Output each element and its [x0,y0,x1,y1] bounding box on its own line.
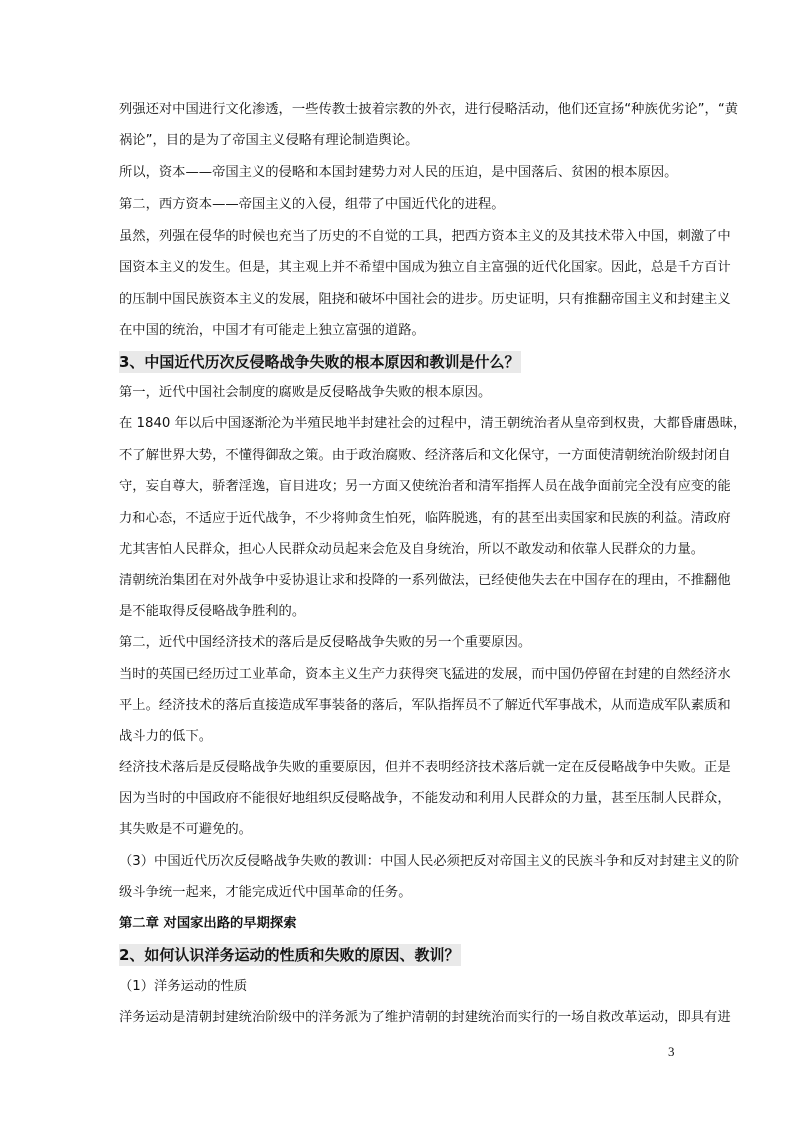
paragraph-line: 祸论”，目的是为了帝国主义侵略有理论制造舆论。 [119,133,419,148]
section-heading: 3、中国近代历次反侵略战争失败的根本原因和教训是什么？ [119,353,520,371]
paragraph-line: 力和心态，不适应于近代战争，不少将帅贪生怕死，临阵脱逃，有的甚至出卖国家和民族的利益。清政府 [119,511,731,526]
paragraph-line: 第一，近代中国社会制度的腐败是反侵略战争失败的根本原因。 [119,385,492,400]
paragraph-line: 因为当时的中国政府不能很好地组织反侵略战争，不能发动和利用人民群众的力量，甚至压制人民群众， [119,791,731,806]
paragraph-line: 守，妄自尊大，骄奢淫逸，盲目进攻；另一方面又使统治者和清军指挥人员在战争面前完全没有应变的能 [119,479,731,494]
paragraph-line: 第二，西方资本——帝国主义的入侵，组带了中国近代化的进程。 [119,197,505,212]
paragraph-line: 在中国的统治，中国才有可能走上独立富强的道路。 [119,323,425,338]
paragraph-line: 清朝统治集团在对外战争中妥协退让求和投降的一系列做法，已经使他失去在中国存在的理由，不推翻他 [119,573,731,588]
paragraph-line: 经济技术落后是反侵略战争失败的重要原因，但并不表明经济技术落后就一定在反侵略战争中失败。正是 [119,760,731,775]
paragraph-line: 当时的英国已经历过工业革命，资本主义生产力获得突飞猛进的发展，而中国仍停留在封建的自然经济水 [119,667,731,682]
paragraph-line: （3）中国近代历次反侵略战争失败的教训：中国人民必须把反对帝国主义的民族斗争和反对封建主义的阶 [119,854,740,869]
paragraph-line: 所以，资本——帝国主义的侵略和本国封建势力对人民的压迫，是中国落后、贫困的根本原因。 [119,165,678,180]
paragraph-line: 虽然，列强在侵华的时候也充当了历史的不自觉的工具，把西方资本主义的及其技术带入中国，刺激了中 [119,229,731,244]
paragraph-line: 其失败是不可避免的。 [119,822,252,837]
section-heading: 2、如何认识洋务运动的性质和失败的原因、教训？ [119,946,460,964]
paragraph-line: 平上。经济技术的落后直接造成军事装备的落后，军队指挥员不了解近代军事战术，从而造成军队素质和 [119,698,731,713]
page-number: 3 [668,1044,675,1059]
paragraph-line: 洋务运动是清朝封建统治阶级中的洋务派为了维护清朝的封建统治而实行的一场自救改革运动，即具有进 [119,1010,731,1025]
paragraph-line: 的压制中国民族资本主义的发展，阻挠和破坏中国社会的进步。历史证明，只有推翻帝国主义和封建主义 [119,292,731,307]
paragraph-line: 国资本主义的发生。但是，其主观上并不希望中国成为独立自主富强的近代化国家。因此，总是千方百计 [119,260,731,275]
chapter-heading: 第二章 对国家出路的早期探索 [119,916,297,931]
paragraph-line: 第二，近代中国经济技术的落后是反侵略战争失败的另一个重要原因。 [119,635,532,650]
paragraph-line: 尤其害怕人民群众，担心人民群众动员起来会危及自身统治，所以不敢发动和依靠人民群众的力量。 [119,542,705,557]
paragraph-line: 是不能取得反侵略战争胜利的。 [119,604,306,619]
paragraph-line: 级斗争统一起来，才能完成近代中国革命的任务。 [119,885,412,900]
paragraph-line: 列强还对中国进行文化渗透，一些传教士披着宗教的外衣，进行侵略活动，他们还宣扬“种族优劣论”，“黄 [119,102,739,117]
paragraph-line: 战斗力的低下。 [119,729,213,744]
paragraph-line: 在 1840 年以后中国逐渐沦为半殖民地半封建社会的过程中，清王朝统治者从皇帝到权贵，大都昏庸愚昧， [119,416,747,431]
paragraph-line: 不了解世界大势，不懂得御敌之策。由于政治腐败、经济落后和文化保守，一方面使清朝统治阶级封闭自 [119,448,731,463]
subsection-heading: （1）洋务运动的性质 [119,979,248,994]
